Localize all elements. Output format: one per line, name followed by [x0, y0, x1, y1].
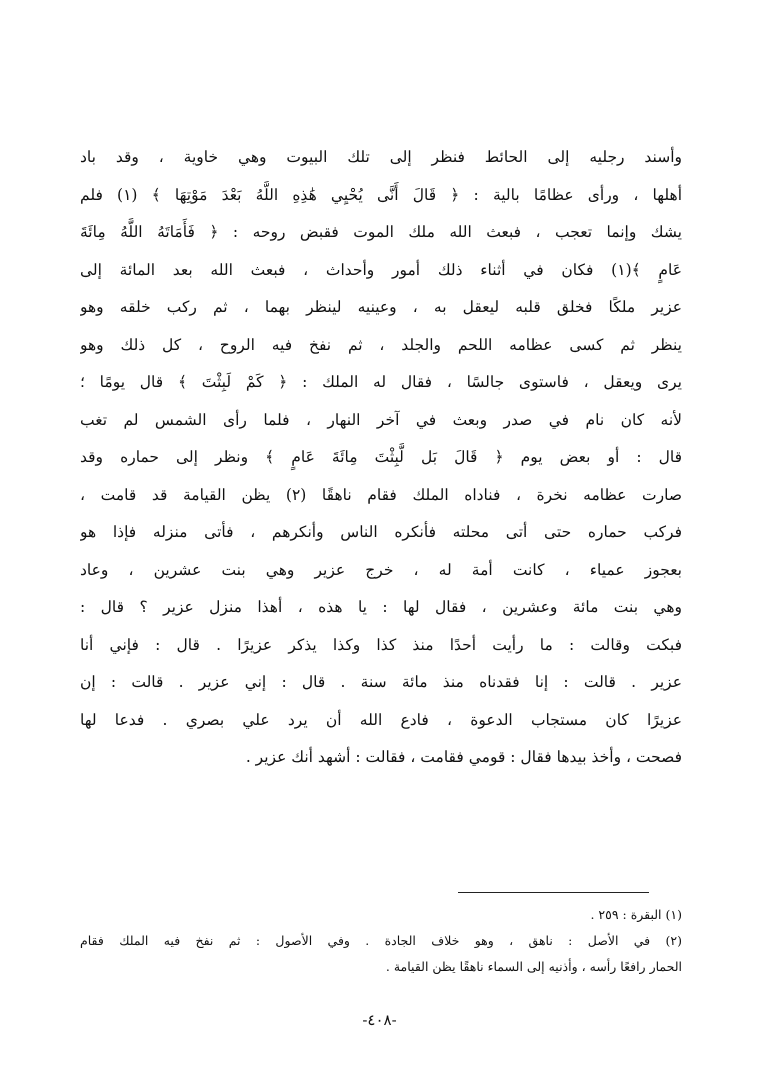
footnote-divider — [458, 892, 649, 893]
text-line: صارت عظامه نخرة ، فناداه الملك فقام ناهقًا (٢) يظن القيامة قد قامت ، — [80, 485, 682, 504]
text-line: عَامٍ ﴾(١) فكان في أثناء ذلك أمور وأحداث ، فبعث الله بعد المائة إلى — [80, 260, 682, 279]
text-line: أهلها ، ورأى عظامًا بالية : ﴿ قَالَ أَنَّى يُحْيِي هَٰذِهِ اللَّهُ بَعْدَ مَوْتِهَا ﴾ (١) فلم — [80, 185, 682, 204]
page-number: -٤٠٨- — [362, 1011, 397, 1029]
footnotes — [80, 902, 682, 980]
text-line: فصحت ، وأخذ بيدها فقال : قومي فقامت ، فقالت : أشهد أنك عزير . — [245, 748, 682, 766]
text-line: عزير . قالت : إنا فقدناه منذ مائة سنة . قال : إني عزير . قالت : إن — [80, 673, 682, 691]
text-line: قال : أو بعض يوم ﴿ قَالَ بَل لَّبِثْتَ مِائَةَ عَامٍ ﴾ ونظر إلى حماره وقد — [80, 448, 682, 466]
text-line: يرى ويعقل ، فاستوى جالسًا ، فقال له الملك : ﴿ كَمْ لَبِثْتَ ﴾ قال يومًا ؛ — [80, 373, 682, 391]
footnote-line: (٢) في الأصل : ناهق ، وهو خلاف الجادة . وفي الأصول : ثم نفخ فيه الملك فقام — [80, 933, 682, 948]
footnote-line: (١) البقرة : ٢٥٩ . — [590, 907, 682, 922]
text-line: بعجوز عمياء ، كانت أمة له ، خرج عزير وهي بنت عشرين ، وعاد — [80, 560, 682, 579]
text-line: وأسند رجليه إلى الحائط فنظر إلى تلك البيوت وهي خاوية ، وقد باد — [80, 148, 682, 166]
text-line: لأنه كان نام في صدر وبعث في آخر النهار ، فلما رأى الشمس لم تغب — [80, 410, 682, 429]
main-text — [80, 139, 682, 777]
footnote-line: الحمار رافعًا رأسه ، وأذنيه إلى السماء ناهقًا يظن القيامة . — [385, 959, 682, 974]
text-line: عزيرًا كان مستجاب الدعوة ، فادع الله أن يرد علي بصري . فدعا لها — [80, 710, 682, 729]
text-line: يشك وإنما تعجب ، فبعث الله ملك الموت فقبض روحه : ﴿ فَأَمَاتَهُ اللَّهُ مِائَةَ — [80, 223, 682, 241]
text-line: فبكت وقالت : ما رأيت أحدًا منذ كذا وكذا يذكر عزيرًا . قال : فإني أنا — [80, 635, 682, 654]
text-line: وهي بنت مائة وعشرين ، فقال لها : يا هذه ، أهذا منزل عزير ؟ قال : — [80, 598, 682, 616]
text-line: فركب حماره حتى أتى محلته فأنكره الناس وأنكرهم ، فأتى منزله فإذا هو — [80, 523, 682, 541]
text-line: ينظر ثم كسى عظامه اللحم والجلد ، ثم نفخ فيه الروح ، كل ذلك وهو — [80, 335, 682, 354]
text-line: عزير ملكًا فخلق قلبه ليعقل به ، وعينيه لينظر بهما ، ثم ركب خلقه وهو — [80, 298, 682, 316]
